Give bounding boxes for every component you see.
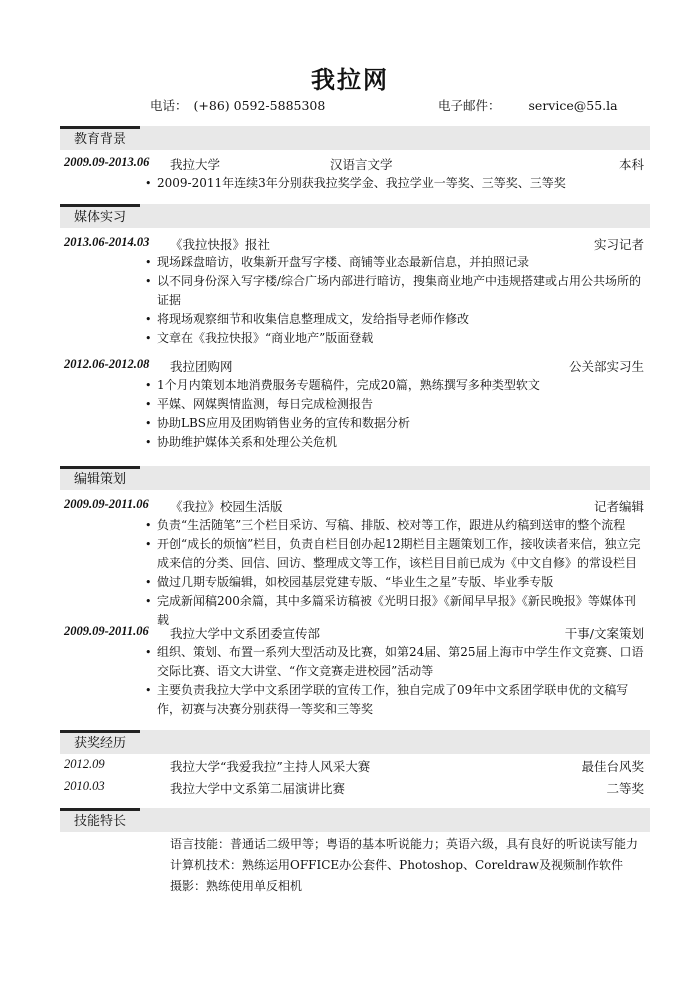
- entry-role: 记者编辑: [593, 499, 644, 514]
- list-item: • 1个月内策划本地消费服务专题稿件，完成20篇，熟练撰写多种类型软文: [145, 376, 645, 395]
- list-item: • 做过几期专版编辑，如校园基层党建专版、“毕业生之星”专版、毕业季专版: [145, 573, 645, 592]
- award-name: 我拉大学中文系第二届演讲比赛: [170, 781, 346, 796]
- award-name: 我拉大学“我爱我拉”主持人风采大赛: [170, 759, 371, 774]
- section-heading: 获奖经历: [60, 730, 140, 754]
- award-result: 二等奖: [606, 781, 644, 796]
- entry-date: 2009.09-2011.06: [64, 624, 149, 638]
- media-job-2: [60, 357, 644, 375]
- media-job-1: [60, 235, 644, 253]
- list-item: • 负责“生活随笔”三个栏目采访、写稿、排版、校对等工作，跟进从约稿到送审的整个流程: [145, 516, 645, 535]
- list-item: • 现场踩盘暗访，收集新开盘写字楼、商铺等业态最新信息，并拍照记录: [145, 253, 645, 272]
- section-heading: 技能特长: [60, 808, 140, 832]
- list-item: • 以不同身份深入写字楼/综合广场内部进行暗访，搜集商业地产中违规搭建或占用公共场所的证据: [145, 272, 645, 310]
- editing-job-1: [60, 497, 644, 515]
- list-item: • 组织、策划、布置一系列大型活动及比赛，如第24届、第25届上海市中学生作文竞赛、口语交际比赛、语文大讲堂、“作文竞赛走进校园”活动等: [145, 643, 645, 681]
- award-date: 2010.03: [64, 779, 105, 793]
- media-job-1-bullets: [145, 253, 645, 348]
- media-job-2-bullets: [145, 376, 645, 452]
- section-media: [60, 204, 650, 228]
- list-item: • 开创“成长的烦恼”栏目，负责自栏目创办起12期栏目主题策划工作，接收读者来信，独立完成来信的分类、回信、回访、整理成文等工作，该栏目目前已成为《中文自修》的常设栏目: [145, 535, 645, 573]
- entry-role: 干事/文案策划: [564, 626, 644, 641]
- section-education: [60, 126, 650, 150]
- award-result: 最佳台风奖: [581, 759, 644, 774]
- skill-line: 摄影：熟练使用单反相机: [170, 879, 303, 893]
- list-item: • 2009-2011年连续3年分别获我拉奖学金、我拉学业一等奖、三等奖、三等奖: [145, 174, 645, 193]
- entry-org: 《我拉快报》报社: [170, 237, 271, 252]
- entry-major: 汉语言文学: [330, 157, 393, 172]
- list-item: • 协助LBS应用及团购销售业务的宣传和数据分析: [145, 414, 645, 433]
- phone-contact: [150, 96, 325, 114]
- list-item: • 平媒、网媒舆情监测，每日完成检测报告: [145, 395, 645, 414]
- section-heading: 教育背景: [60, 126, 140, 150]
- phone-value: (+86) 0592-5885308: [193, 98, 326, 113]
- award-item-2: [60, 779, 644, 797]
- resume-name: 我拉网: [311, 66, 389, 94]
- list-item: • 将现场观察细节和收集信息整理成文，发给指导老师作修改: [145, 310, 645, 329]
- skill-line: 计算机技术：熟练运用OFFICE办公套件、Photoshop、Coreldraw及视频制作软件: [170, 858, 623, 872]
- editing-job-2-bullets: [145, 643, 645, 719]
- entry-org: 我拉团购网: [170, 359, 233, 374]
- entry-org: 《我拉》校园生活版: [170, 499, 283, 514]
- editing-job-2: [60, 624, 644, 642]
- editing-job-1-bullets: [145, 516, 645, 630]
- email-value: service@55.la: [528, 98, 618, 113]
- section-heading: 媒体实习: [60, 204, 140, 228]
- phone-label: 电话：: [150, 98, 188, 113]
- entry-school: 我拉大学: [170, 157, 221, 172]
- section-skills: [60, 808, 650, 832]
- skills-list: [170, 834, 650, 897]
- list-item: • 主要负责我拉大学中文系团学联的宣传工作，独自完成了09年中文系团学联申优的文稿写作，初赛与决赛分别获得一等奖和三等奖: [145, 681, 645, 719]
- section-awards: [60, 730, 650, 754]
- entry-date: 2013.06-2014.03: [64, 235, 150, 249]
- entry-date: 2012.06-2012.08: [64, 357, 150, 371]
- award-item-1: [60, 757, 644, 775]
- list-item: • 完成新闻稿200余篇，其中多篇采访稿被《光明日报》《新闻早早报》《新民晚报》等媒体刊载: [145, 592, 645, 630]
- section-editing: [60, 466, 650, 490]
- email-label: 电子邮件：: [438, 98, 501, 113]
- entry-date: 2009.09-2011.06: [64, 497, 149, 511]
- section-heading: 编辑策划: [60, 466, 140, 490]
- list-item: • 协助维护媒体关系和处理公关危机: [145, 433, 645, 452]
- education-bullets: [145, 174, 645, 193]
- email-contact: [438, 96, 618, 114]
- list-item: • 文章在《我拉快报》“商业地产”版面登载: [145, 329, 645, 348]
- entry-date: 2009.09-2013.06: [64, 155, 150, 169]
- entry-role: 实习记者: [593, 237, 644, 252]
- education-entry: [60, 155, 644, 173]
- skill-line: 语言技能：普通话二级甲等；粤语的基本听说能力；英语六级，具有良好的听说读写能力: [170, 837, 639, 851]
- award-date: 2012.09: [64, 757, 105, 771]
- entry-org: 我拉大学中文系团委宣传部: [170, 626, 321, 641]
- entry-role: 公关部实习生: [568, 359, 644, 374]
- entry-degree: 本科: [618, 157, 644, 172]
